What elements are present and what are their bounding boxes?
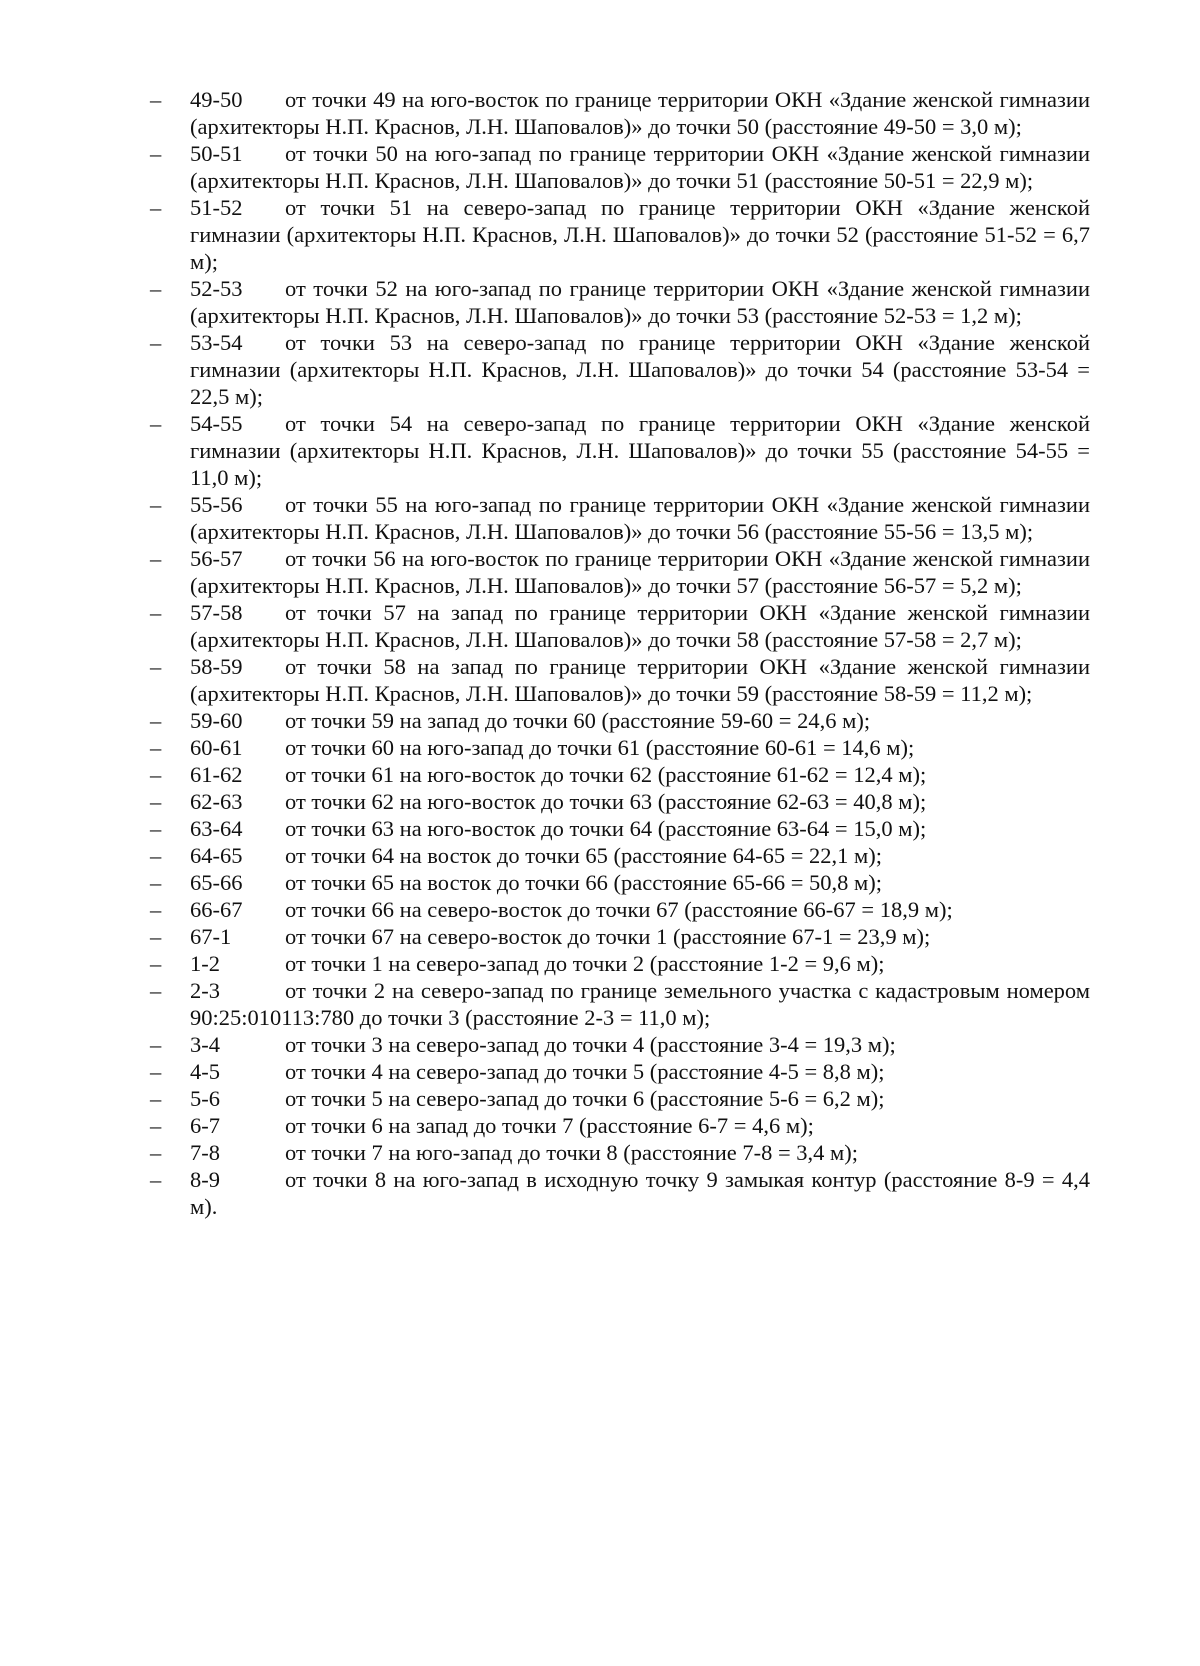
list-item <box>150 140 1090 194</box>
segment-description: от точки 8 на юго-запад в исходную точку 9 замыкая контур (расстояние 8-9 = 4,4 м). <box>190 1167 1090 1219</box>
segment-description: от точки 53 на северо-запад по границе территории ОКН «Здание женской гимназии (архитекторы Н.П. Краснов, Л.Н. Шаповалов)» до точки 54 (расстояние 53-54 = 22,5 м); <box>190 330 1090 409</box>
segment-description: от точки 5 на северо-запад до точки 6 (расстояние 5-6 = 6,2 м); <box>285 1086 885 1111</box>
segment-description: от точки 64 на восток до точки 65 (расстояние 64-65 = 22,1 м); <box>285 843 882 868</box>
segment-code: 66-67 <box>190 897 243 922</box>
list-item <box>150 1112 1090 1139</box>
list-dash: – <box>150 492 162 517</box>
segment-description: от точки 54 на северо-запад по границе территории ОКН «Здание женской гимназии (архитекторы Н.П. Краснов, Л.Н. Шаповалов)» до точки 55 (расстояние 54-55 = 11,0 м); <box>190 411 1090 490</box>
list-item <box>150 1085 1090 1112</box>
list-dash: – <box>150 978 162 1003</box>
list-dash: – <box>150 87 162 112</box>
segment-description: от точки 52 на юго-запад по границе территории ОКН «Здание женской гимназии (архитекторы Н.П. Краснов, Л.Н. Шаповалов)» до точки 53 (расстояние 52-53 = 1,2 м); <box>190 276 1090 328</box>
segment-code: 59-60 <box>190 708 243 733</box>
list-item <box>150 329 1090 410</box>
segment-code: 56-57 <box>190 546 243 571</box>
segment-description: от точки 59 на запад до точки 60 (расстояние 59-60 = 24,6 м); <box>285 708 871 733</box>
segment-description: от точки 50 на юго-запад по границе территории ОКН «Здание женской гимназии (архитекторы Н.П. Краснов, Л.Н. Шаповалов)» до точки 51 (расстояние 50-51 = 22,9 м); <box>190 141 1090 193</box>
list-item <box>150 815 1090 842</box>
list-item <box>150 707 1090 734</box>
segment-description: от точки 58 на запад по границе территории ОКН «Здание женской гимназии (архитекторы Н.П. Краснов, Л.Н. Шаповалов)» до точки 59 (расстояние 58-59 = 11,2 м); <box>190 654 1090 706</box>
segment-code: 8-9 <box>190 1167 220 1192</box>
segment-code: 54-55 <box>190 411 243 436</box>
segment-code: 57-58 <box>190 600 243 625</box>
list-item <box>150 923 1090 950</box>
list-item <box>150 734 1090 761</box>
segment-description: от точки 66 на северо-восток до точки 67 (расстояние 66-67 = 18,9 м); <box>285 897 953 922</box>
list-item <box>150 86 1090 140</box>
list-item <box>150 788 1090 815</box>
segment-code: 61-62 <box>190 762 243 787</box>
list-item <box>150 599 1090 653</box>
segment-code: 55-56 <box>190 492 243 517</box>
segment-description: от точки 57 на запад по границе территории ОКН «Здание женской гимназии (архитекторы Н.П. Краснов, Л.Н. Шаповалов)» до точки 58 (расстояние 57-58 = 2,7 м); <box>190 600 1090 652</box>
segment-code: 3-4 <box>190 1032 220 1057</box>
segment-description: от точки 56 на юго-восток по границе территории ОКН «Здание женской гимназии (архитекторы Н.П. Краснов, Л.Н. Шаповалов)» до точки 57 (расстояние 56-57 = 5,2 м); <box>190 546 1090 598</box>
list-dash: – <box>150 654 162 679</box>
list-dash: – <box>150 330 162 355</box>
segment-code: 50-51 <box>190 141 243 166</box>
list-item <box>150 1031 1090 1058</box>
list-item <box>150 842 1090 869</box>
list-item <box>150 194 1090 275</box>
segment-description: от точки 63 на юго-восток до точки 64 (расстояние 63-64 = 15,0 м); <box>285 816 927 841</box>
list-dash: – <box>150 843 162 868</box>
segment-code: 64-65 <box>190 843 243 868</box>
segment-description: от точки 55 на юго-запад по границе территории ОКН «Здание женской гимназии (архитекторы Н.П. Краснов, Л.Н. Шаповалов)» до точки 56 (расстояние 55-56 = 13,5 м); <box>190 492 1090 544</box>
list-item <box>150 491 1090 545</box>
segment-code: 7-8 <box>190 1140 220 1165</box>
list-item <box>150 545 1090 599</box>
segment-description: от точки 61 на юго-восток до точки 62 (расстояние 61-62 = 12,4 м); <box>285 762 927 787</box>
segment-description: от точки 51 на северо-запад по границе территории ОКН «Здание женской гимназии (архитекторы Н.П. Краснов, Л.Н. Шаповалов)» до точки 52 (расстояние 51-52 = 6,7 м); <box>190 195 1090 274</box>
list-dash: – <box>150 276 162 301</box>
segment-description: от точки 6 на запад до точки 7 (расстояние 6-7 = 4,6 м); <box>285 1113 814 1138</box>
list-item <box>150 896 1090 923</box>
list-dash: – <box>150 1113 162 1138</box>
list-dash: – <box>150 789 162 814</box>
list-item <box>150 1058 1090 1085</box>
segment-description: от точки 62 на юго-восток до точки 63 (расстояние 62-63 = 40,8 м); <box>285 789 927 814</box>
segment-description: от точки 4 на северо-запад до точки 5 (расстояние 4-5 = 8,8 м); <box>285 1059 885 1084</box>
list-item <box>150 275 1090 329</box>
list-dash: – <box>150 1032 162 1057</box>
segment-description: от точки 67 на северо-восток до точки 1 (расстояние 67-1 = 23,9 м); <box>285 924 931 949</box>
segment-description: от точки 2 на северо-запад по границе земельного участка с кадастровым номером 90:25:010113:780 до точки 3 (расстояние 2-3 = 11,0 м); <box>190 978 1090 1030</box>
list-dash: – <box>150 1140 162 1165</box>
segment-code: 1-2 <box>190 951 220 976</box>
list-dash: – <box>150 735 162 760</box>
segment-description: от точки 1 на северо-запад до точки 2 (расстояние 1-2 = 9,6 м); <box>285 951 885 976</box>
segment-code: 62-63 <box>190 789 243 814</box>
segment-code: 58-59 <box>190 654 243 679</box>
list-dash: – <box>150 708 162 733</box>
segment-description: от точки 3 на северо-запад до точки 4 (расстояние 3-4 = 19,3 м); <box>285 1032 896 1057</box>
list-dash: – <box>150 600 162 625</box>
list-item <box>150 1139 1090 1166</box>
list-item <box>150 950 1090 977</box>
segment-code: 67-1 <box>190 924 232 949</box>
segment-description: от точки 65 на восток до точки 66 (расстояние 65-66 = 50,8 м); <box>285 870 882 895</box>
list-dash: – <box>150 924 162 949</box>
list-dash: – <box>150 1086 162 1111</box>
segment-code: 4-5 <box>190 1059 220 1084</box>
segment-code: 51-52 <box>190 195 243 220</box>
list-item <box>150 869 1090 896</box>
list-dash: – <box>150 870 162 895</box>
segment-code: 6-7 <box>190 1113 220 1138</box>
list-item <box>150 977 1090 1031</box>
segment-code: 5-6 <box>190 1086 220 1111</box>
list-dash: – <box>150 1059 162 1084</box>
list-item <box>150 653 1090 707</box>
list-dash: – <box>150 141 162 166</box>
segment-code: 65-66 <box>190 870 243 895</box>
segment-description: от точки 49 на юго-восток по границе территории ОКН «Здание женской гимназии (архитекторы Н.П. Краснов, Л.Н. Шаповалов)» до точки 50 (расстояние 49-50 = 3,0 м); <box>190 87 1090 139</box>
segment-code: 49-50 <box>190 87 243 112</box>
list-dash: – <box>150 816 162 841</box>
list-item <box>150 1166 1090 1220</box>
list-dash: – <box>150 1167 162 1192</box>
segment-code: 2-3 <box>190 978 220 1003</box>
segment-code: 53-54 <box>190 330 243 355</box>
list-item <box>150 410 1090 491</box>
list-dash: – <box>150 762 162 787</box>
segment-description: от точки 7 на юго-запад до точки 8 (расстояние 7-8 = 3,4 м); <box>285 1140 859 1165</box>
list-dash: – <box>150 195 162 220</box>
list-dash: – <box>150 897 162 922</box>
segment-code: 60-61 <box>190 735 243 760</box>
list-item <box>150 761 1090 788</box>
list-dash: – <box>150 951 162 976</box>
list-dash: – <box>150 546 162 571</box>
list-dash: – <box>150 411 162 436</box>
boundary-segment-list <box>150 86 1090 1220</box>
segment-code: 63-64 <box>190 816 243 841</box>
segment-description: от точки 60 на юго-запад до точки 61 (расстояние 60-61 = 14,6 м); <box>285 735 915 760</box>
segment-code: 52-53 <box>190 276 243 301</box>
